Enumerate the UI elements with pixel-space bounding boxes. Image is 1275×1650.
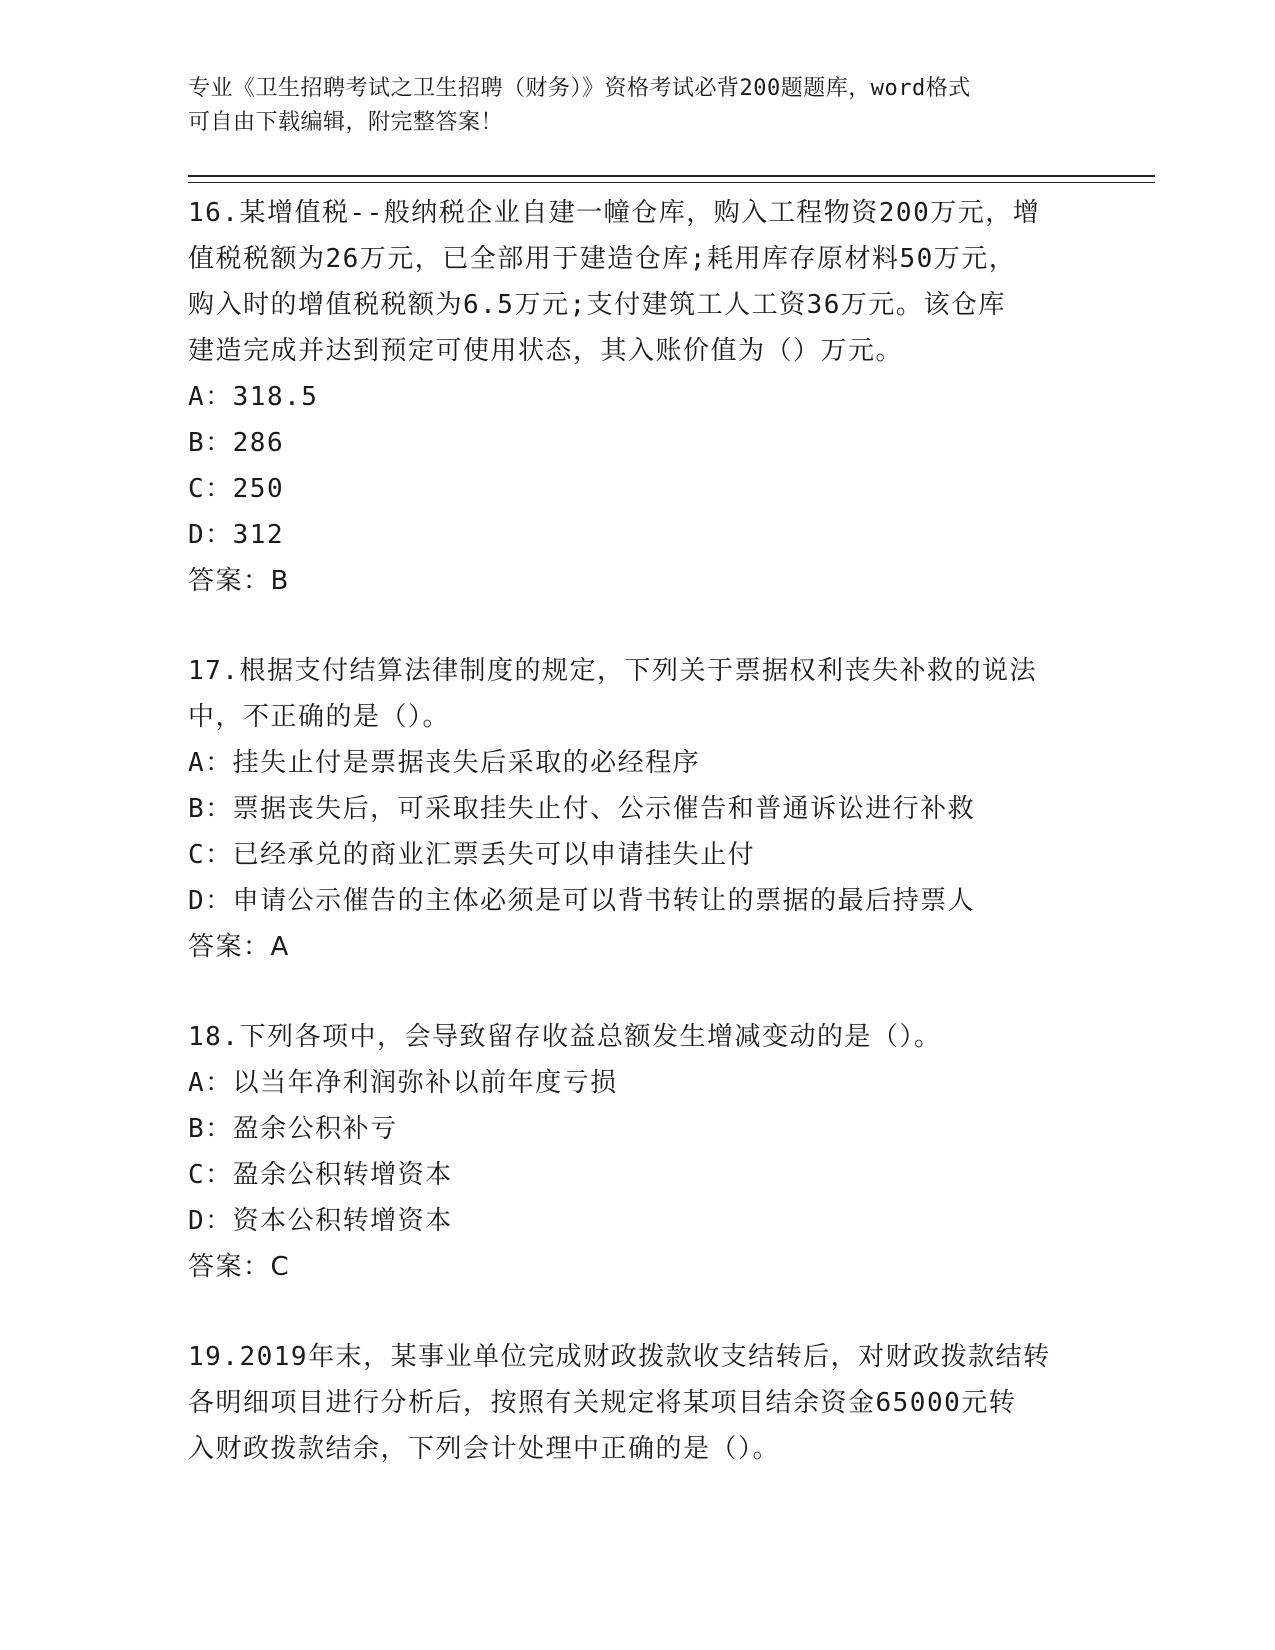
question-list [188, 190, 1088, 1516]
option-b: B：票据丧失后，可采取挂失止付、公示催告和普通诉讼进行补救 [188, 794, 976, 824]
question-text-line: 购入时的增值税税额为6.5万元;支付建筑工人工资36万元。该仓库 [188, 290, 1006, 320]
option-b: B：286 [188, 428, 285, 458]
header-divider-thick [188, 175, 1155, 177]
question-text-line: 各明细项目进行分析后，按照有关规定将某项目结余资金65000元转 [188, 1388, 1017, 1418]
option-a: A：挂失止付是票据丧失后采取的必经程序 [188, 748, 701, 778]
question-text-line: 16.某增值税--般纳税企业自建一幢仓库，购入工程物资200万元，增 [188, 198, 1041, 228]
option-d: D：312 [188, 520, 285, 550]
header-line-2: 可自由下载编辑，附完整答案！ [188, 110, 504, 135]
document-header [188, 72, 1088, 140]
header-divider-thin [188, 182, 1155, 183]
option-b: B：盈余公积补亏 [188, 1114, 398, 1144]
question-text-line: 17.根据支付结算法律制度的规定，下列关于票据权利丧失补救的说法 [188, 656, 1037, 686]
answer-line: 答案：C [188, 1252, 291, 1282]
question-text-line: 19.2019年末，某事业单位完成财政拨款收支结转后，对财政拨款结转 [188, 1342, 1051, 1372]
question-19 [188, 1334, 1088, 1472]
question-16 [188, 190, 1088, 604]
option-a: A：318.5 [188, 382, 319, 412]
option-d: D：申请公示催告的主体必须是可以背书转让的票据的最后持票人 [188, 886, 976, 916]
question-text-line: 入财政拨款结余，下列会计处理中正确的是（）。 [188, 1434, 781, 1464]
option-c: C：250 [188, 474, 285, 504]
question-text-line: 值税税额为26万元，已全部用于建造仓库;耗用库存原材料50万元， [188, 244, 1017, 274]
option-d: D：资本公积转增资本 [188, 1206, 453, 1236]
question-text-line: 建造完成并达到预定可使用状态，其入账价值为（）万元。 [188, 336, 904, 366]
option-c: C：盈余公积转增资本 [188, 1160, 453, 1190]
question-text-line: 中，不正确的是（）。 [188, 702, 451, 732]
question-17 [188, 648, 1088, 970]
question-18 [188, 1014, 1088, 1290]
header-line-1: 专业《卫生招聘考试之卫生招聘（财务）》资格考试必背200题题库，word格式 [188, 76, 971, 101]
question-text-line: 18.下列各项中，会导致留存收益总额发生增减变动的是（）。 [188, 1022, 942, 1052]
answer-line: 答案：A [188, 932, 290, 962]
answer-line: 答案：B [188, 566, 290, 596]
option-a: A：以当年净利润弥补以前年度亏损 [188, 1068, 618, 1098]
option-c: C：已经承兑的商业汇票丢失可以申请挂失止付 [188, 840, 756, 870]
